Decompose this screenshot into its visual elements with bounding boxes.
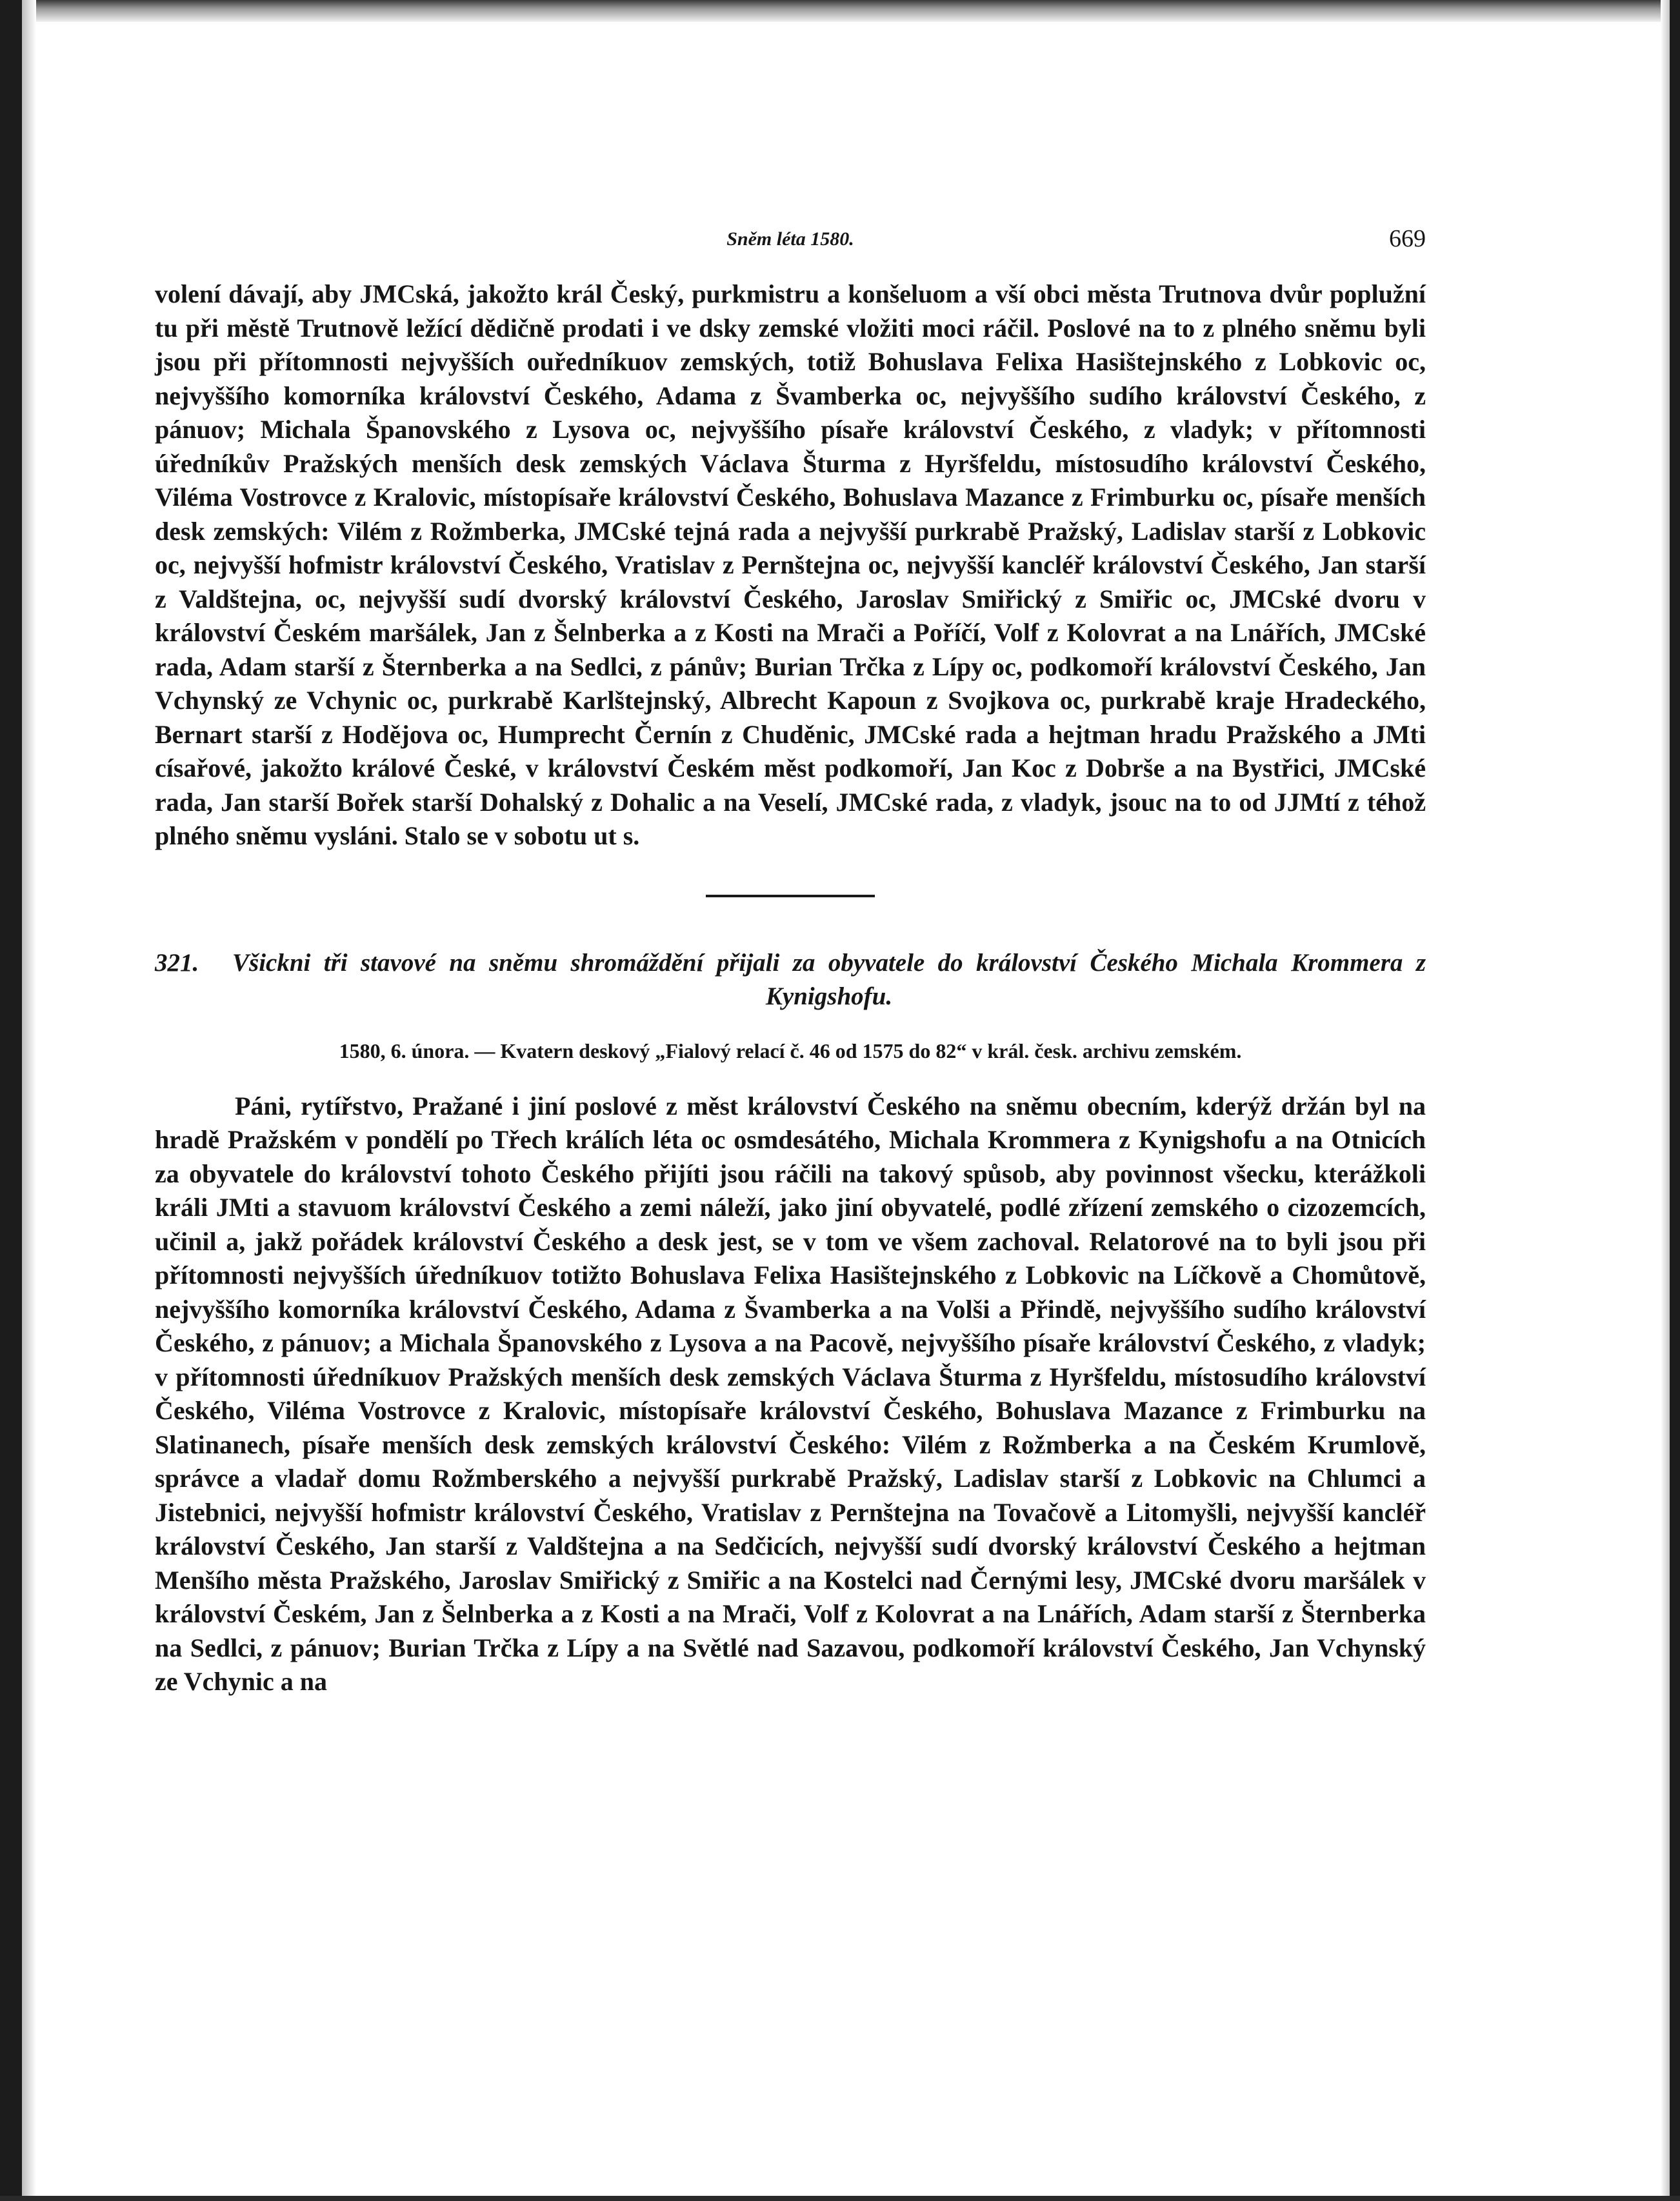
document-heading (155, 946, 1426, 1013)
scan-edge-right (1670, 0, 1680, 2201)
running-title: Sněm léta 1580. (726, 228, 854, 250)
page-number: 669 (1389, 225, 1426, 252)
section-divider (706, 895, 875, 897)
source-note: 1580, 6. února. — Kvatern deskový „Fialový relací č. 46 od 1575 do 82“ v král. česk. archivu zemském. (339, 1039, 1242, 1062)
page-content (155, 219, 1426, 1699)
document-title: Všickni tři stavové na sněmu shromáždění přijali za obyvatele do království Českého Michala Krommera z Kynigshofu. (232, 948, 1426, 1010)
document-number: 321. (155, 948, 199, 977)
paragraph-document-text: Páni, rytířstvo, Pražané i jiní poslové z měst království Českého na sněmu obecním, kderýž držán byl na hradě Pražském v pondělí po Třech králích léta oc osmdesátého, Michala Krommera z Kynigshofu a na Otnicích za obyvatele do království tohoto Českého přijíti jsou ráčili na takový spůsob, aby povinnost všecku, kterážkoli králi JMti a stavuom království Českého a zemi náleží, jako jiní obyvatelé, podlé zřízení zemského o cizozemcích, učinil a, jakž pořádek království Českého a desk jest, se v tom ve všem zachoval. Relatorové na to byli jsou při přítomnosti nejvyšších úředníkuov totižto Bohuslava Felixa Hasištejnského z Lobkovic na Líčkově a Chomůtově, nejvyššího komorníka království Českého, Adama z Švamberka a na Volši a Přindě, nejvyššího sudího království Českého, z pánuov; a Michala Španovského z Lysova a na Pacově, nejvyššího písaře království Českého, z vladyk; v přítomnosti úředníkuov Pražských menších desk zemských Václava Šturma z Hyršfeldu, místosudího království Českého, Viléma Vostrovce z Kralovic, místopísaře království Českého, Bohuslava Mazance z Frimburku na Slatinanech, písaře menších desk zemských království Českého: Vilém z Rožmberka a na Českém Krumlově, správce a vladař domu Rožmberského a nejvyšší purkrabě Pražský, Ladislav starší z Lobkovic na Chlumci a Jistebnici, nejvyšší hofmistr království Českého, Vratislav z Pernštejna na Tovačově a Litomyšli, nejvyšší kancléř království Českého, Jan starší z Valdštejna a na Sedčicích, nejvyšší sudí dvorský království Českého a hejtman Menšího města Pražského, Jaroslav Smiřický z Smiřic a na Kostelci nad Černými lesy, JMCské dvoru maršálek v království Českém, Jan z Šelnberka a z Kosti a na Mrači, Volf z Kolovrat a na Lnářích, Adam starší z Šternberka na Sedlci, z pánuov; Burian Trčka z Lípy a na Světlé nad Sazavou, podkomoří království Českého, Jan Vchynský ze Vchynic a na (155, 1091, 1426, 1696)
scan-edge-top (0, 0, 1680, 22)
scan-edge-bottom (0, 2196, 1680, 2201)
running-head (155, 219, 1426, 258)
scan-edge-left (0, 0, 22, 2201)
paragraph-continued: volení dávají, aby JMCská, jakožto král Český, purkmistru a konšeluom a vší obci města Trutnova dvůr poplužní tu při městě Trutnově ležící dědičně prodati i ve dsky zemské vložiti moci ráčil. Poslové na to z plného sněmu byli jsou při přítomnosti nejvyšších ouředníkuov zemských, totiž Bohuslava Felixa Hasištejnského z Lobkovic oc, nejvyššího komorníka království Českého, Adama z Švamberka oc, nejvyššího sudího království Českého, z pánuov; Michala Španovského z Lysova oc, nejvyššího písaře království Českého, z vladyk; v přítomnosti úředníkův Pražských menších desk zemských Václava Šturma z Hyršfeldu, místosudího království Českého, Viléma Vostrovce z Kralovic, místopísaře království Českého, Bohuslava Mazance z Frimburku oc, písaře menších desk zemských: Vilém z Rožmberka, JMCské tejná rada a nejvyšší purkrabě Pražský, Ladislav starší z Lobkovic oc, nejvyšší hofmistr království Českého, Vratislav z Pernštejna oc, nejvyšší kancléř království Českého, Jan starší z Valdštejna, oc, nejvyšší sudí dvorský království Českého, Jaroslav Smiřický z Smiřic oc, JMCské dvoru v království Českém maršálek, Jan z Šelnberka a z Kosti na Mrači a Poříčí, Volf z Kolovrat a na Lnářích, JMCské rada, Adam starší z Šternberka a na Sedlci, z pánův; Burian Trčka z Lípy oc, podkomoří království Českého, Jan Vchynský ze Vchynic oc, purkrabě Karlštejnský, Albrecht Kapoun z Svojkova oc, purkrabě kraje Hradeckého, Bernart starší z Hodějova oc, Humprecht Černín z Chuděnic, JMCské rada a hejtman hradu Pražského a JMti císařové, jakožto králové České, v království Českém měst podkomoří, Jan Koc z Dobrše a na Bystřici, JMCské rada, Jan starší Bořek starší Dohalský z Dohalic a na Veselí, JMCské rada, z vladyk, jsouc na to od JJMtí z téhož plného sněmu vysláni. Stalo se v sobotu ut s. (155, 279, 1426, 850)
